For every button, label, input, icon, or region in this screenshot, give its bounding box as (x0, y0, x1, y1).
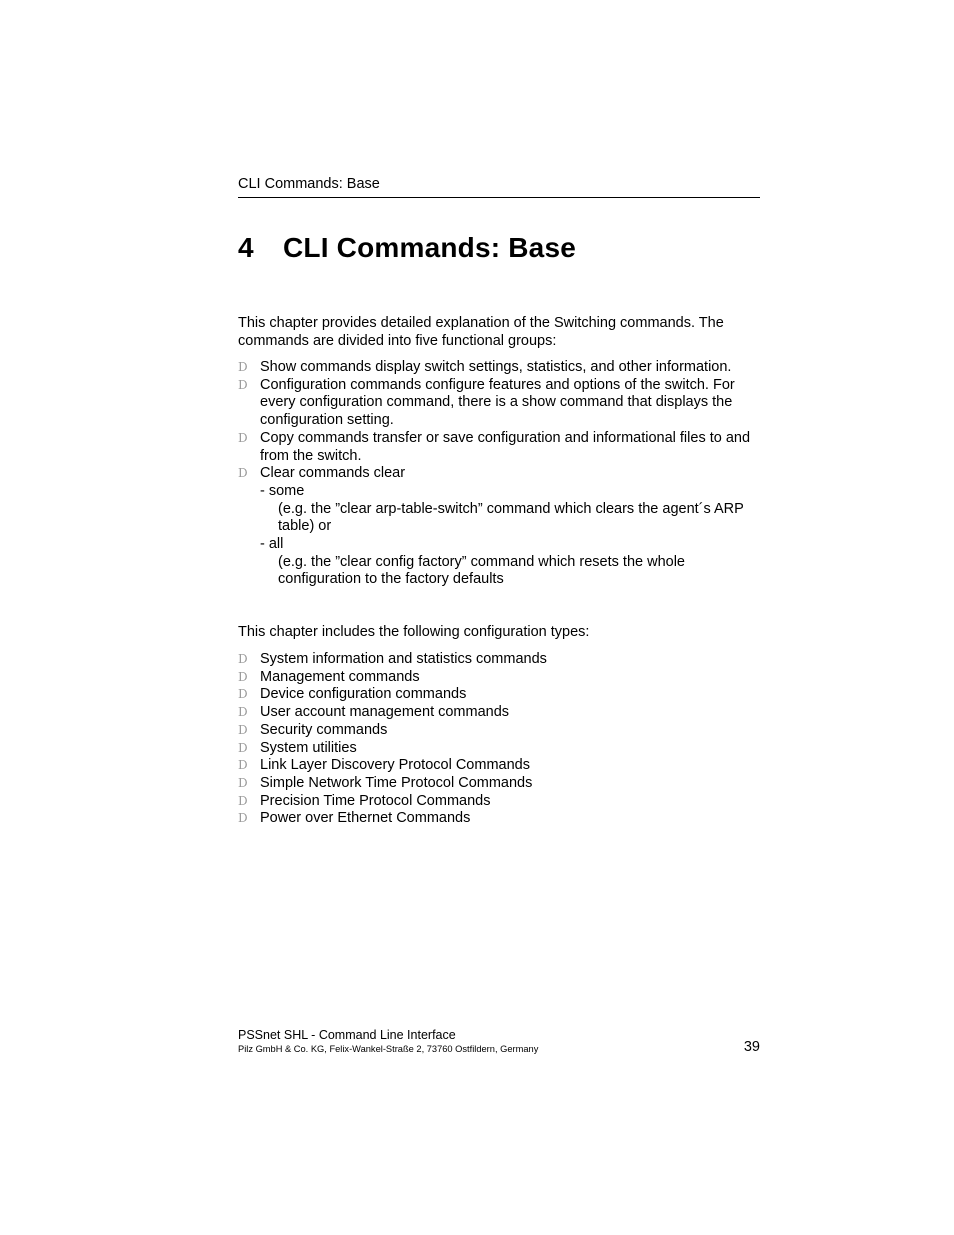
list-item (238, 722, 760, 740)
list-item-text: System utilities (260, 739, 357, 756)
bullet-icon: D (238, 466, 248, 481)
list-item (238, 775, 760, 793)
list-item-text: Simple Network Time Protocol Commands (260, 774, 533, 791)
list-item-text: Show commands display switch settings, statistics, and other information. (260, 359, 732, 375)
bullet-icon: D (238, 669, 248, 684)
list-item-text: User account management commands (260, 704, 510, 721)
chapter-number: 4 (238, 232, 254, 263)
bullet-icon: D (238, 705, 248, 720)
bullet-icon: D (238, 360, 248, 374)
bullet-icon: D (238, 722, 248, 737)
list-item (238, 810, 760, 828)
chapter-title-text: CLI Commands: Base (283, 232, 576, 263)
bullet-icon: D (238, 740, 248, 755)
list-item (238, 757, 760, 775)
bullet-icon: D (238, 687, 248, 702)
list-item (238, 669, 760, 687)
running-header: CLI Commands: Base (238, 176, 380, 192)
bullet-icon: D (238, 758, 248, 773)
bullet-icon: D (238, 430, 248, 445)
bullet-icon: D (238, 377, 248, 392)
list-item-text: System information and statistics commands (260, 651, 547, 667)
header-rule (238, 197, 760, 198)
list-item (238, 651, 760, 669)
list-item (238, 686, 760, 704)
bullet-icon: D (238, 775, 248, 790)
document-page (238, 0, 760, 1235)
intro-paragraph: This chapter provides detailed explanation of the Switching commands. The commands are divided into five functional groups: (238, 315, 724, 349)
clear-some-detail: (e.g. the ”clear arp-table-switch” command which clears the agent´s ARP table) or (278, 500, 744, 535)
list-item-configuration (238, 377, 760, 430)
list-item-text: Device configuration commands (260, 686, 467, 703)
list-item-text: Link Layer Discovery Protocol Commands (260, 757, 530, 774)
chapter-title (238, 230, 576, 266)
list-item-show (238, 359, 760, 377)
list-item-text: Management commands (260, 668, 420, 685)
list-item-text: Precision Time Protocol Commands (260, 792, 491, 809)
bullet-icon: D (238, 652, 248, 666)
list-item-clear (238, 465, 760, 589)
functional-groups-list (238, 359, 760, 589)
list-item-text: Configuration commands configure features and options of the switch. For every configuration command, there is a show command that displays the configuration setting. (260, 376, 735, 429)
footer-title: PSSnet SHL - Command Line Interface (238, 1028, 456, 1042)
footer-address: Pilz GmbH & Co. KG, Felix-Wankel-Straße 2, 73760 Ostfildern, Germany (238, 1044, 539, 1054)
bullet-icon: D (238, 811, 248, 826)
list-item (238, 793, 760, 811)
list-item (238, 740, 760, 758)
clear-some-label: - some (260, 482, 305, 499)
list-item-text: Copy commands transfer or save configuration and informational files to and from the switch. (260, 429, 751, 464)
config-types-list (238, 651, 760, 828)
types-intro-paragraph: This chapter includes the following configuration types: (238, 624, 590, 640)
bullet-icon: D (238, 793, 248, 808)
list-item-text: Clear commands clear (260, 465, 406, 482)
clear-all-detail: (e.g. the ”clear config factory” command which resets the whole configuration to the factory defaults (278, 553, 685, 588)
list-item (238, 704, 760, 722)
list-item-text: Security commands (260, 721, 388, 738)
clear-all-label: - all (260, 536, 284, 553)
list-item-copy (238, 430, 760, 465)
list-item-text: Power over Ethernet Commands (260, 810, 471, 827)
page-number: 39 (743, 1039, 760, 1055)
